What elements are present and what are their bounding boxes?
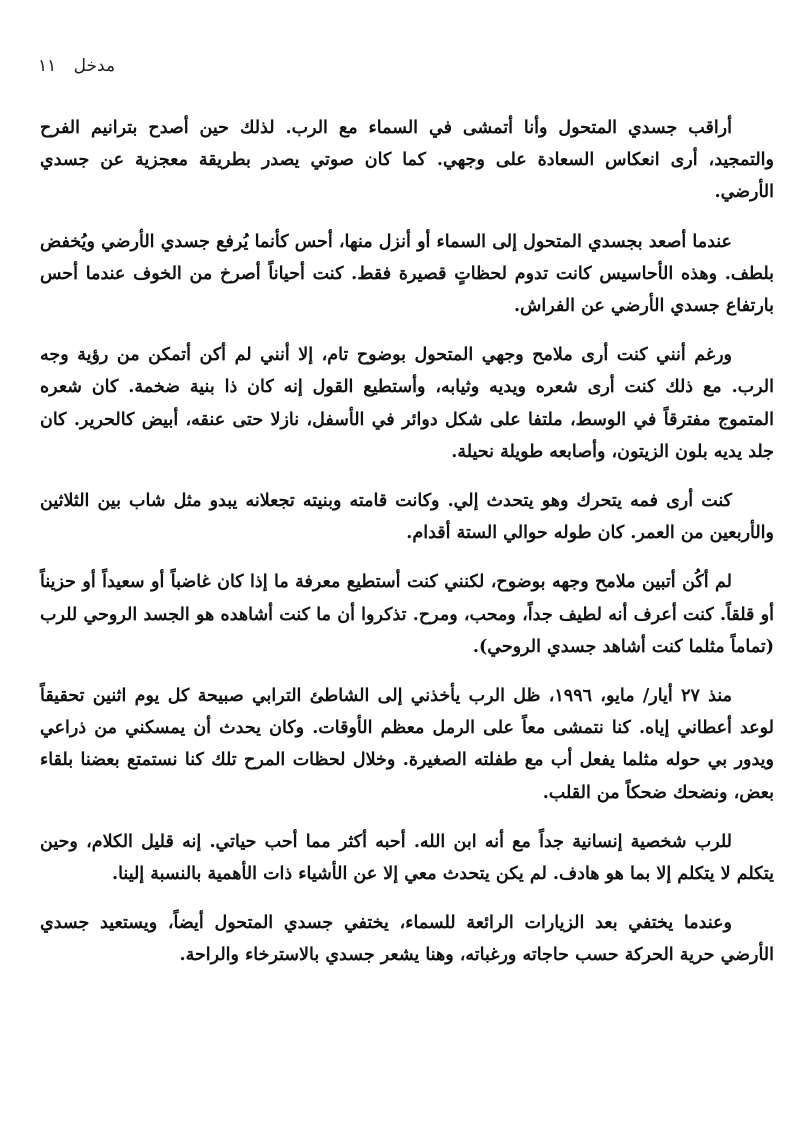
paragraph-2: عندما أصعد بجسدي المتحول إلى السماء أو أنزل منها، أحس كأنما يُرفع جسدي الأرضي ويُخفض بلطف. وهذه الأحاسيس كانت تدوم لحظاتٍ قصيرة فقط. كنت أحياناً أصرخ من الخوف عندما أحس بارتفاع جسدي الأرضي عن الفراش. bbox=[40, 231, 774, 317]
paragraph-3: ورغم أنني كنت أرى ملامح وجهي المتحول بوضوح تام، إلا أنني لم أكن أتمكن من رؤية وجه الرب. مع ذلك كنت أرى شعره ويديه وثيابه، وأستطيع القول إنه كان ذا بنية ضخمة. كان شعره المتموج مفترقاً في الوسط، ملتفا على شكل دوائر في الأسفل، نازلا حتى عنقه، أبيض كالحرير. كان جلد يديه بلون الزيتون، وأصابعه طويلة نحيلة. bbox=[40, 345, 774, 462]
chapter-title: مدخل bbox=[73, 56, 116, 76]
body-text bbox=[40, 112, 774, 989]
page-number: ١١ bbox=[38, 56, 57, 76]
paragraph-8: وعندما يختفي بعد الزيارات الرائعة للسماء، يختفي جسدي المتحول أيضاً، ويستعيد جسدي الأرضي حرية الحركة حسب حاجاته ورغباته، وهنا يشعر جسدي بالاسترخاء والراحة. bbox=[40, 913, 774, 966]
paragraph-5: لم أكُن أتبين ملامح وجهه بوضوح، لكنني كنت أستطيع معرفة ما إذا كان غاضباً أو سعيداً أو حزيناً أو قلقاً. كنت أعرف أنه لطيف جداً، ومحب، ومرح. تذكروا أن ما كنت أشاهده هو الجسد الروحي للرب (تماماً مثلما كنت أشاهد جسدي الروحي). bbox=[40, 572, 774, 657]
paragraph-6: منذ ٢٧ أيار/ مايو، ١٩٩٦، ظل الرب يأخذني إلى الشاطئ الترابي صبيحة كل يوم اثنين تحقيقاً لوعد أعطاني إياه. كنا نتمشى معاً على الرمل معظم الأوقات. وكان يحدث أن يمسكني من ذراعي ويدور بي حوله مثلما يفعل أب مع طفلته الصغيرة. وخلال لحظات المرح تلك كنا نستمتع بعضنا بلقاء بعض، ونضحك ضحكاً من القلب. bbox=[40, 686, 774, 803]
paragraph-7: للرب شخصية إنسانية جداً مع أنه ابن الله. أحبه أكثر مما أحب حياتي. إنه قليل الكلام، وحين يتكلم لا يتكلم إلا بما هو هادف. لم يكن يتحدث معي إلا عن الأشياء ذات الأهمية بالنسبة إلينا. bbox=[40, 831, 774, 885]
running-header bbox=[38, 56, 115, 76]
paragraph-1: أراقب جسدي المتحول وأنا أتمشى في السماء مع الرب. لذلك حين أصدح بترانيم الفرح والتمجيد، أرى انعكاس السعادة على وجهي. كما كان صوتي يصدر بطريقة معجزية عن جسدي الأرضي. bbox=[40, 118, 774, 203]
paragraph-4: كنت أرى فمه يتحرك وهو يتحدث إلي. وكانت قامته وبنيته تجعلانه يبدو مثل شاب بين الثلاثين والأربعين من العمر. كان طوله حوالي الستة أقدام. bbox=[40, 491, 774, 544]
